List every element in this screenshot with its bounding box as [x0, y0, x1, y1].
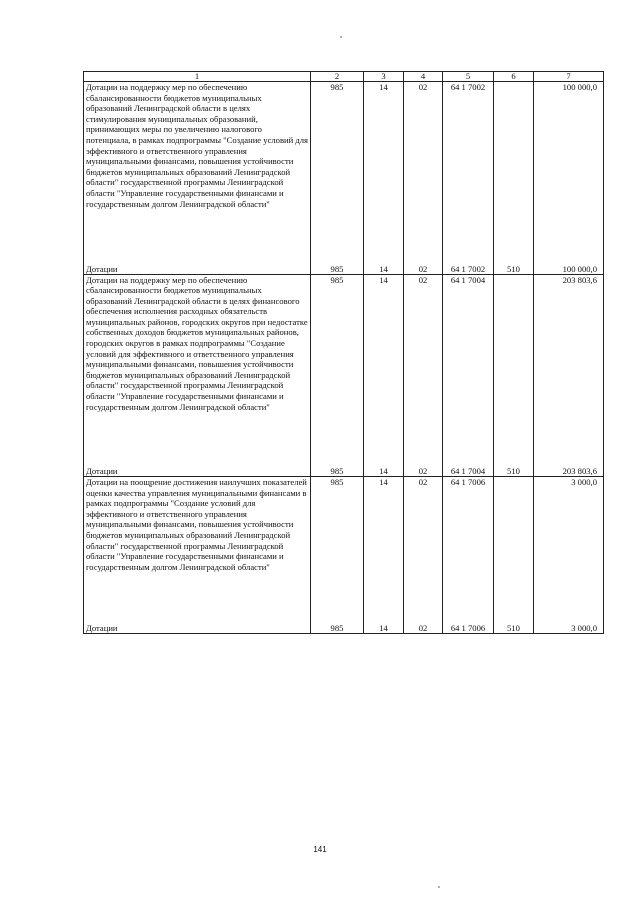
row-name-cell: Дотации — [84, 466, 311, 477]
header-row — [84, 72, 604, 82]
row-sum-cell: 3 000,0 — [534, 477, 604, 623]
row-vr-cell: 510 — [494, 623, 534, 634]
header-col-5: 5 — [443, 72, 494, 82]
row-grbs-cell: 985 — [311, 264, 364, 275]
table-row — [84, 477, 604, 623]
row-name-cell: Дотации на поощрение достижения наилучших показателей оценки качества управления муниципальными финансами в рамках подпрограммы "Создание условий для эффективного и ответственного управления муниципальными финансами, повышения устойчивости бюджетов муниципальных образований Ленинградской области" государственной программы Ленинградской области "Управление государственными финансами и государственным долгом Ленинградской области" — [84, 477, 311, 623]
scan-speck — [340, 36, 342, 38]
header-col-3: 3 — [364, 72, 404, 82]
row-csr-cell: 64 1 7002 — [443, 82, 494, 264]
row-name-cell: Дотации — [84, 623, 311, 634]
row-name-cell: Дотации на поддержку мер по обеспечению сбалансированности бюджетов муниципальных образований Ленинградской области в целях финансового обеспечения исполнения расходных обязательств муниципальных районов, городских округов при недостатке собственных доходов бюджетов муниципальных районов, городских округов в рамках подпрограммы "Создание условий для эффективного и ответственного управления муниципальными финансами, повышения устойчивости бюджетов муниципальных образований Ленинградской области" государственной программы Ленинградской области "Управление государственными финансами и государственным долгом Ленинградской области" — [84, 274, 311, 466]
row-rz-cell: 14 — [364, 274, 404, 466]
row-csr-cell: 64 1 7006 — [443, 477, 494, 623]
row-csr-cell: 64 1 7004 — [443, 466, 494, 477]
page-number: 141 — [313, 845, 327, 854]
header-col-6: 6 — [494, 72, 534, 82]
table-row — [84, 264, 604, 275]
budget-table — [83, 71, 604, 634]
row-csr-cell: 64 1 7002 — [443, 264, 494, 275]
row-vr-cell — [494, 274, 534, 466]
table-row — [84, 623, 604, 634]
row-pr-cell: 02 — [404, 477, 443, 623]
row-pr-cell: 02 — [404, 82, 443, 264]
row-name-cell: Дотации — [84, 264, 311, 275]
row-rz-cell: 14 — [364, 477, 404, 623]
row-grbs-cell: 985 — [311, 466, 364, 477]
row-pr-cell: 02 — [404, 274, 443, 466]
row-vr-cell: 510 — [494, 264, 534, 275]
scan-speck — [438, 886, 440, 888]
row-sum-cell: 3 000,0 — [534, 623, 604, 634]
row-sum-cell: 100 000,0 — [534, 82, 604, 264]
row-sum-cell: 203 803,6 — [534, 466, 604, 477]
header-col-1: 1 — [84, 72, 311, 82]
row-rz-cell: 14 — [364, 82, 404, 264]
row-vr-cell — [494, 82, 534, 264]
row-rz-cell: 14 — [364, 264, 404, 275]
row-vr-cell — [494, 477, 534, 623]
row-grbs-cell: 985 — [311, 477, 364, 623]
header-col-4: 4 — [404, 72, 443, 82]
row-pr-cell: 02 — [404, 466, 443, 477]
header-col-2: 2 — [311, 72, 364, 82]
row-grbs-cell: 985 — [311, 623, 364, 634]
row-rz-cell: 14 — [364, 466, 404, 477]
row-sum-cell: 203 803,6 — [534, 274, 604, 466]
row-sum-cell: 100 000,0 — [534, 264, 604, 275]
row-pr-cell: 02 — [404, 264, 443, 275]
row-name-cell: Дотации на поддержку мер по обеспечению сбалансированности бюджетов муниципальных образований Ленинградской области в целях стимулирования муниципальных образований, принимающих меры по увеличению налогового потенциала, в рамках подпрограммы "Создание условий для эффективного и ответственного управления муниципальными финансами, повышения устойчивости бюджетов муниципальных образований Ленинградской области" государственной программы Ленинградской области "Управление государственными финансами и государственным долгом Ленинградской области" — [84, 82, 311, 264]
row-rz-cell: 14 — [364, 623, 404, 634]
header-col-7: 7 — [534, 72, 604, 82]
row-vr-cell: 510 — [494, 466, 534, 477]
row-csr-cell: 64 1 7004 — [443, 274, 494, 466]
table-row — [84, 274, 604, 466]
row-pr-cell: 02 — [404, 623, 443, 634]
row-csr-cell: 64 1 7006 — [443, 623, 494, 634]
table-row — [84, 466, 604, 477]
table-row — [84, 82, 604, 264]
row-grbs-cell: 985 — [311, 82, 364, 264]
row-grbs-cell: 985 — [311, 274, 364, 466]
